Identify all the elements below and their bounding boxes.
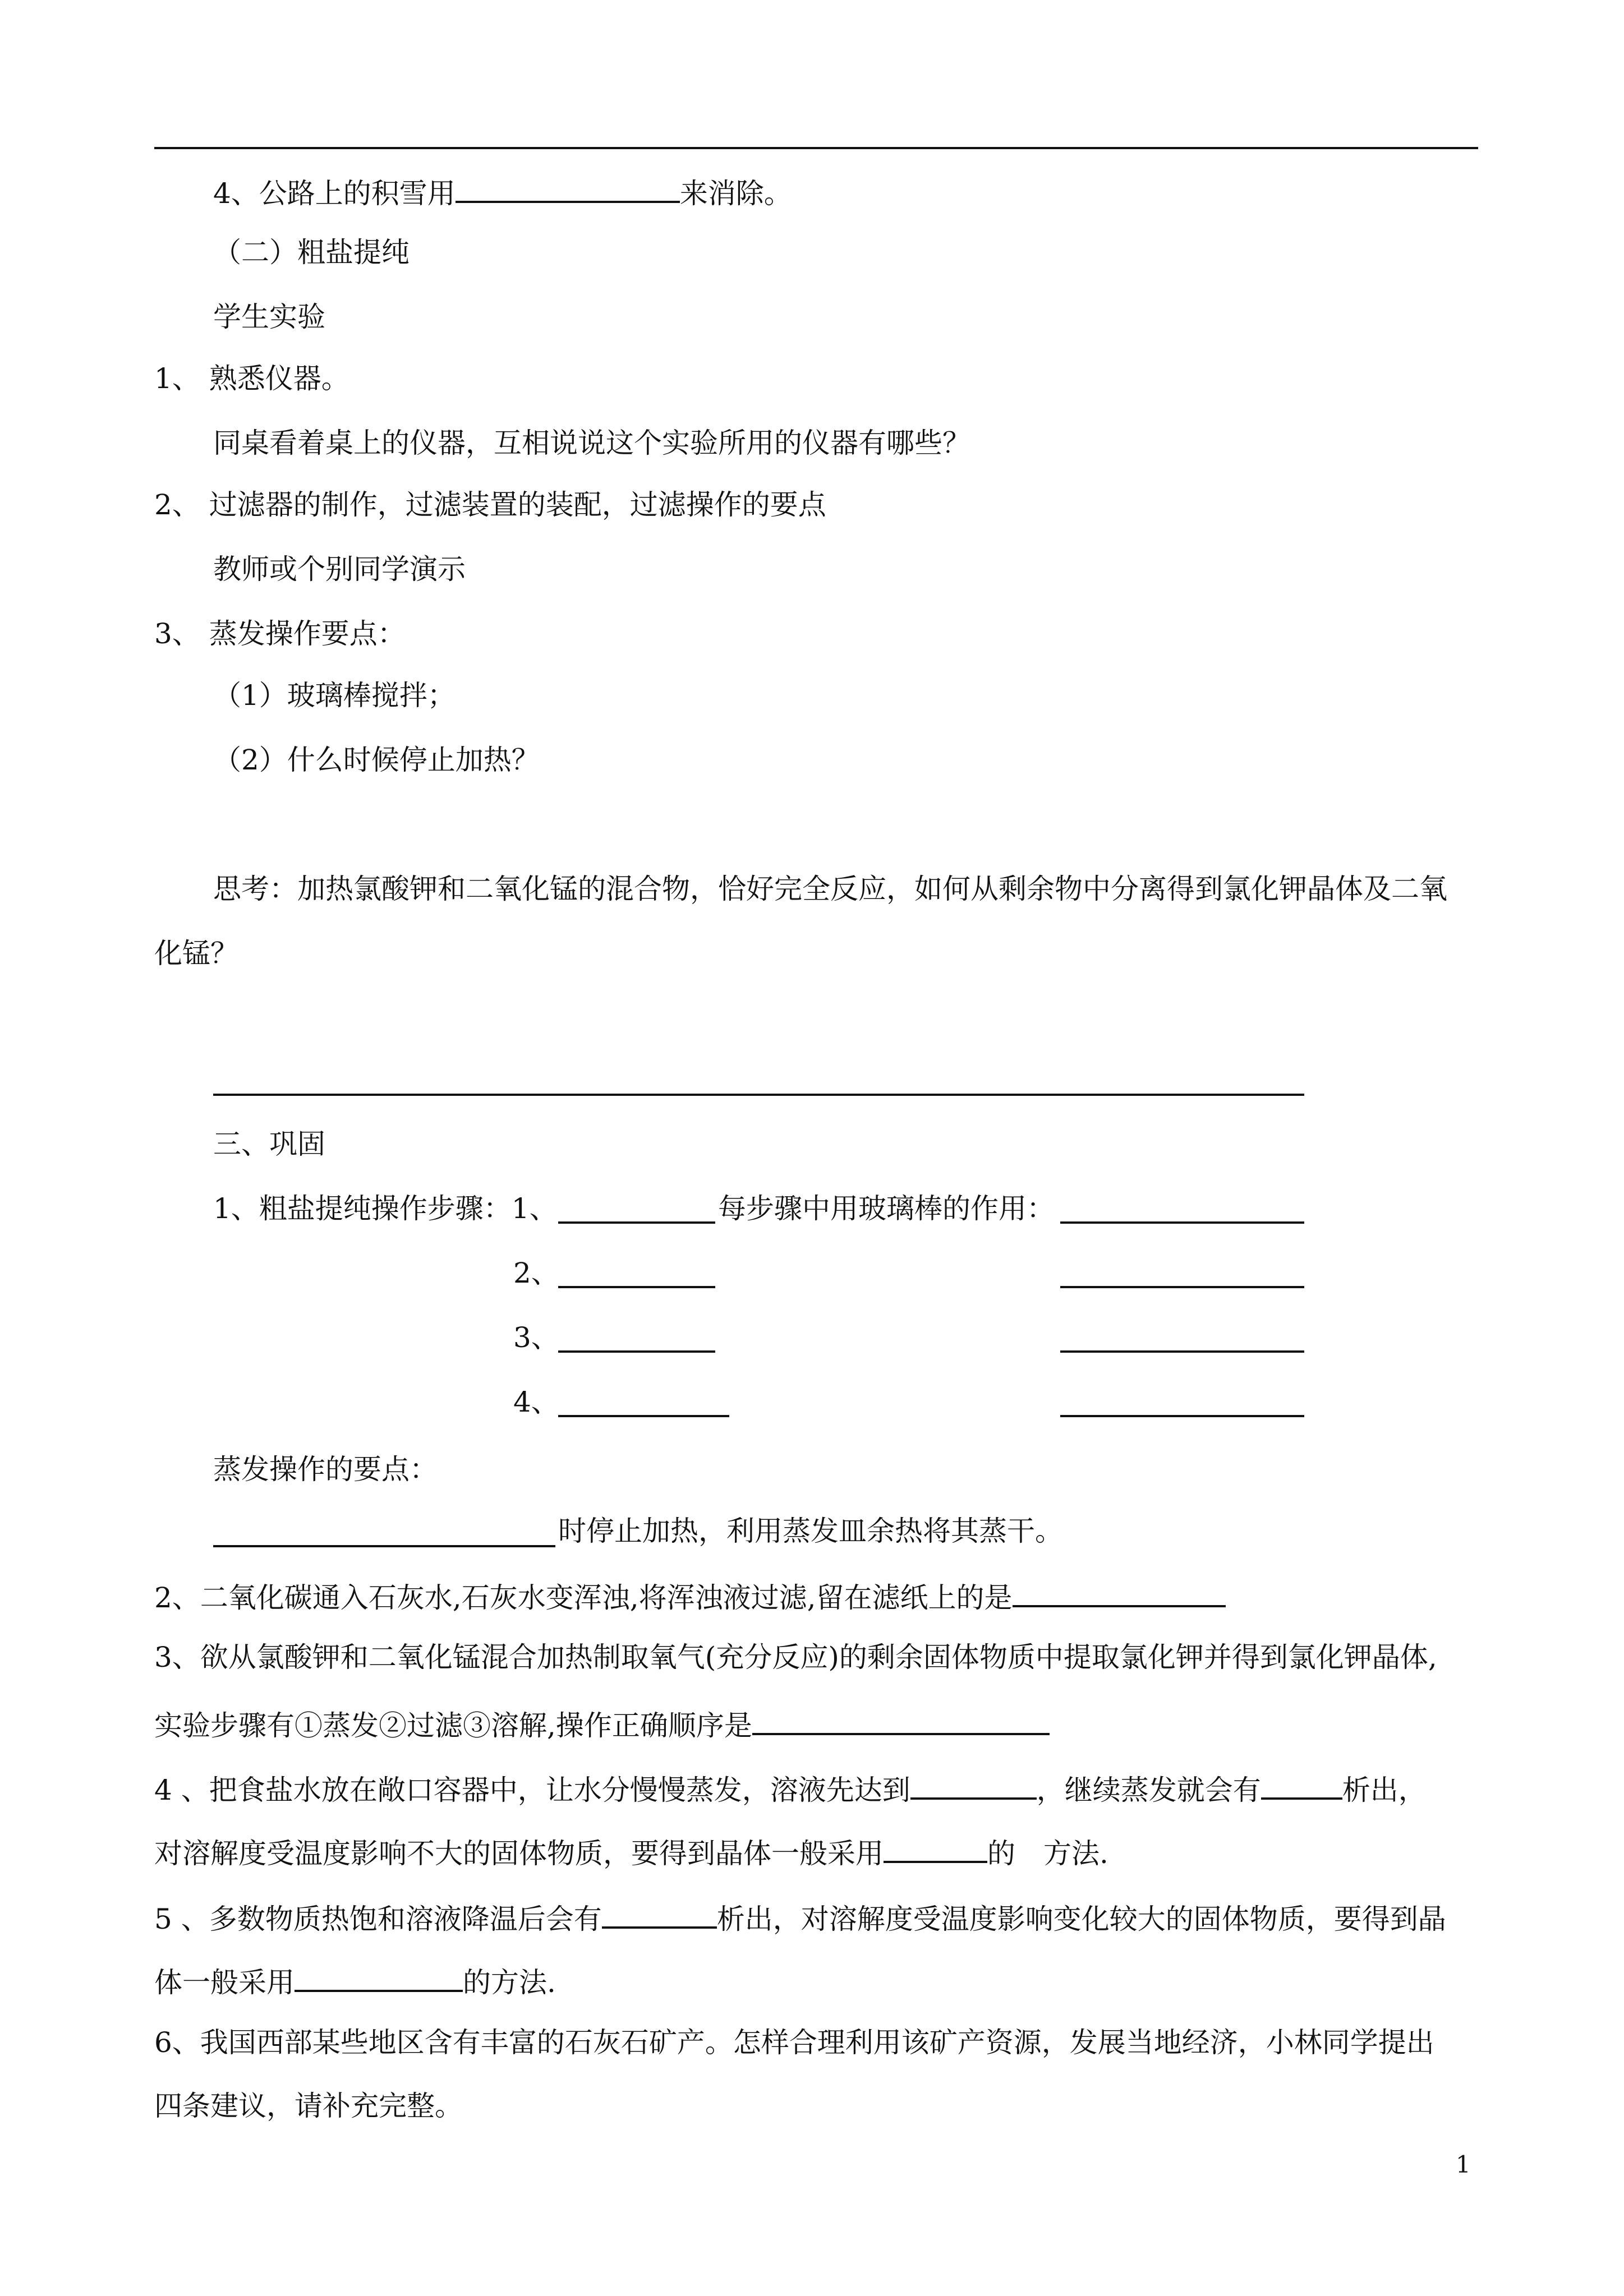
header-rule [154,147,1478,149]
q1-rod1-blank [1060,1221,1304,1224]
step-1: 1、 熟悉仪器。 [154,362,349,395]
q1-mid: 每步骤中用玻璃棒的作用： [718,1192,1055,1225]
q1-number-4: 4、 [513,1386,559,1418]
q4-blank-2 [1261,1769,1342,1800]
q1-number-2: 2、 [513,1257,559,1289]
q3-blank [752,1705,1050,1735]
think-question-line2: 化锰？ [154,937,238,970]
q3-text: 实验步骤有①蒸发②过滤③溶解,操作正确顺序是 [154,1709,752,1742]
q5-text-b: 析出，对溶解度受温度影响变化较大的固体物质，要得到晶 [716,1903,1446,1935]
q5-blank-2 [295,1962,463,1992]
section-heading-review: 三、巩固 [213,1128,325,1160]
q2-text: 2、二氧化碳通入石灰水,石灰水变浑浊,将浑浊液过滤,留在滤纸上的是 [154,1582,1013,1614]
q1-step1-blank [558,1221,715,1224]
q4-blank-1 [910,1769,1037,1800]
q1-rod2-blank [1060,1286,1304,1288]
q1-step3-blank [558,1350,715,1353]
item-4-line [213,173,792,210]
q1-number-3: 3、 [513,1321,559,1354]
q3-line2 [154,1705,1050,1742]
item-4-tail: 来消除。 [679,177,792,210]
q4-text-c: 析出， [1342,1774,1427,1806]
q4-text-d: 对溶解度受温度影响不大的固体物质，要得到晶体一般采用 [154,1837,884,1870]
step-3-a: （1）玻璃棒搅拌； [213,679,456,712]
q5-line2 [154,1962,556,1999]
step-2-desc: 教师或个别同学演示 [213,553,466,585]
answer-line [213,1094,1304,1096]
step-2: 2、 过滤器的制作，过滤装置的装配，过滤操作的要点 [154,488,826,521]
blank-snow-removal [456,173,680,203]
step-1-desc: 同桌看着桌上的仪器，互相说说这个实验所用的仪器有哪些？ [213,427,970,459]
q1-rod3-blank [1060,1350,1304,1353]
q5-line1 [154,1898,1446,1936]
evap-blank [213,1545,555,1547]
q6-line2: 四条建议，请补充完整。 [154,2090,463,2122]
q4-line1 [154,1769,1427,1807]
q5-blank-1 [602,1898,717,1929]
evap-label: 蒸发操作的要点： [213,1453,438,1486]
q4-text-a: 4 、把食盐水放在敞口容器中，让水分慢慢蒸发，溶液先达到 [154,1774,910,1806]
q4-text-b: ，继续蒸发就会有 [1036,1774,1261,1806]
q6-line1: 6、我国西部某些地区含有丰富的石灰石矿产。怎样合理利用该矿产资源，发展当地经济，小林同学提出 [154,2026,1434,2059]
q2-blank [1013,1577,1226,1607]
subheading-experiment: 学生实验 [213,301,325,333]
q4-line2 [154,1833,1108,1870]
q1-step2-blank [558,1286,715,1288]
step-3: 3、 蒸发操作要点： [154,617,406,650]
q3-line1: 3、欲从氯酸钾和二氧化锰混合加热制取氧气(充分反应)的剩余固体物质中提取氯化钾并得到氯化钾晶体, [154,1641,1437,1673]
q5-text-c: 体一般采用 [154,1966,295,1999]
q4-text-e: 的 方法. [987,1837,1108,1870]
think-question-line1: 思考：加热氯酸钾和二氧化锰的混合物，恰好完全反应，如何从剩余物中分离得到氯化钾晶体及二氧 [213,873,1447,905]
q1-rod4-blank [1060,1415,1304,1417]
q1-prefix: 1、粗盐提纯操作步骤：1、 [213,1192,558,1225]
evap-tail: 时停止加热，利用蒸发皿余热将其蒸干。 [558,1515,1063,1547]
item-4-text: 4、公路上的积雪用 [213,177,456,210]
q2-line [154,1577,1226,1615]
q5-text-d: 的方法. [463,1966,556,1999]
q5-text-a: 5 、多数物质热饱和溶液降温后会有 [154,1903,602,1935]
section-heading-salt: （二）粗盐提纯 [213,236,410,269]
q1-step4-blank [558,1415,729,1417]
q4-blank-3 [884,1833,987,1863]
page-number: 1 [1456,2151,1471,2178]
step-3-b: （2）什么时候停止加热？ [213,744,540,776]
